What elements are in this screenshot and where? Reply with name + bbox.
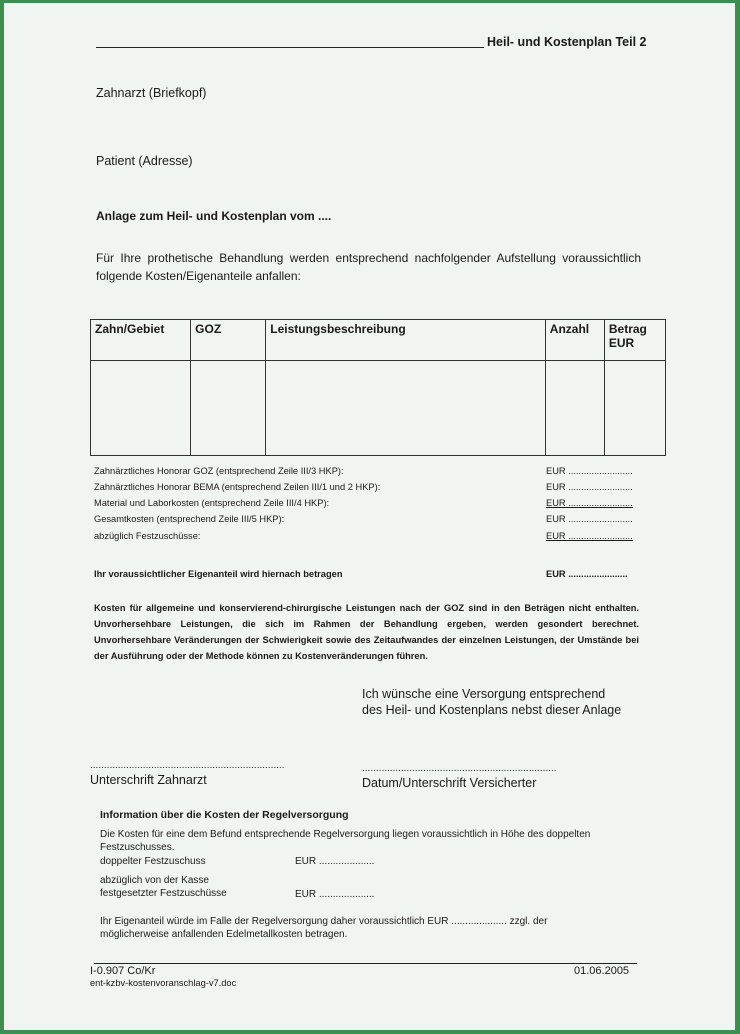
- table-row: [91, 361, 666, 456]
- regel-text: Die Kosten für eine dem Befund entsprechende Regelversorgung liegen voraussichtlich in Höhe des doppelten Festzuschusses.: [100, 829, 591, 853]
- footer-filename: ent-kzbv-kostenvoranschlag-v7.doc: [90, 978, 237, 988]
- cost-line-label: Gesamtkosten (entsprechend Zeile III/5 HKP):: [94, 514, 285, 524]
- footer-date: 01.06.2005: [574, 965, 630, 977]
- regel-minus-value: EUR ....................: [295, 889, 375, 900]
- col-zahn-gebiet: Zahn/Gebiet: [91, 320, 191, 361]
- footer-rule: [94, 963, 637, 964]
- cost-line-label: Zahnärztliches Honorar BEMA (entsprechend Zeilen III/1 und 2 HKP):: [94, 482, 381, 492]
- table-cell: [545, 361, 604, 456]
- signature-label-dentist: Unterschrift Zahnarzt: [90, 773, 207, 787]
- regel-minus-label-2: festgesetzter Festzuschüsse: [100, 888, 227, 899]
- cost-line-value: EUR .........................: [546, 514, 633, 524]
- cost-line-goz: [94, 466, 639, 481]
- col-betrag: Betrag EUR: [604, 320, 665, 361]
- table-cell: [191, 361, 266, 456]
- cost-line-bema: [94, 482, 639, 497]
- cost-line-gesamt: [94, 514, 639, 529]
- signature-dots-dentist: ......................................................................: [90, 760, 285, 771]
- cost-line-value: EUR .........................: [546, 466, 633, 476]
- cost-line-festzuschuss: [94, 531, 639, 546]
- signature-dots-insured: ......................................................................: [362, 763, 557, 774]
- regel-minus-label-1: abzüglich von der Kasse: [100, 875, 209, 886]
- cost-line-label: abzüglich Festzuschüsse:: [94, 531, 201, 541]
- header-title: Heil- und Kostenplan Teil 2: [487, 35, 647, 49]
- patient-address: Patient (Adresse): [96, 154, 193, 168]
- cost-line-label: Material und Laborkosten (entsprechend Zeile III/4 HKP):: [94, 498, 330, 508]
- own-share-value: EUR .......................: [546, 569, 628, 579]
- table-header-row: [91, 320, 666, 361]
- wish-line-2: des Heil- und Kostenplans nebst dieser Anlage: [362, 703, 622, 717]
- document-page: [4, 3, 735, 1030]
- table-cell: [91, 361, 191, 456]
- col-goz: GOZ: [191, 320, 266, 361]
- intro-paragraph: Für Ihre prothetische Behandlung werden entsprechend nachfolgender Aufstellung voraussichtlich folgende Kosten/Eigenanteile anfallen:: [96, 251, 641, 283]
- regel-title: Information über die Kosten der Regelversorgung: [100, 809, 349, 821]
- table-cell: [266, 361, 545, 456]
- document-heading: Anlage zum Heil- und Kostenplan vom ....: [96, 209, 332, 223]
- col-leistungsbeschreibung: Leistungsbeschreibung: [266, 320, 545, 361]
- footer-code: I-0.907 Co/Kr: [90, 965, 156, 977]
- signature-label-insured: Datum/Unterschrift Versicherter: [362, 776, 537, 790]
- dentist-letterhead: Zahnarzt (Briefkopf): [96, 86, 207, 100]
- table-cell: [604, 361, 665, 456]
- cost-line-value: EUR .........................: [546, 482, 633, 492]
- regel-double-value: EUR ....................: [295, 856, 375, 867]
- header-rule: [96, 47, 484, 48]
- regel-own-share-text: Ihr Eigenanteil würde im Falle der Regelversorgung daher voraussichtlich EUR .................... zzgl. der möglicherweise anfallenden Edelmetallkosten betragen.: [100, 916, 548, 940]
- cost-line-label: Zahnärztliches Honorar GOZ (entsprechend Zeile III/3 HKP):: [94, 466, 344, 476]
- cost-line-material: [94, 498, 639, 513]
- cost-line-value: EUR .........................: [546, 498, 633, 508]
- own-share-label: Ihr voraussichtlicher Eigenanteil wird hiernach betragen: [94, 569, 343, 579]
- col-anzahl: Anzahl: [545, 320, 604, 361]
- regel-double-label: doppelter Festzuschuss: [100, 856, 206, 867]
- cost-notes: Kosten für allgemeine und konservierend-chirurgische Leistungen nach der GOZ sind in den Beträgen nicht enthalten. Unvorhersehbare Leistungen, die sich im Rahmen der Behandlung ergeben, werden gesondert berechnet. Unvorhersehbare Veränderungen der Schwierigkeit sowie des Zeitaufwandes der einzelnen Leistungen, der Umstände bei der Ausführung oder der Methode können zu Kostenveränderungen führen.: [94, 603, 639, 661]
- wish-line-1: Ich wünsche eine Versorgung entsprechend: [362, 687, 606, 701]
- cost-table: [90, 319, 666, 456]
- cost-line-value: EUR .........................: [546, 531, 633, 541]
- own-share-line: [94, 569, 639, 584]
